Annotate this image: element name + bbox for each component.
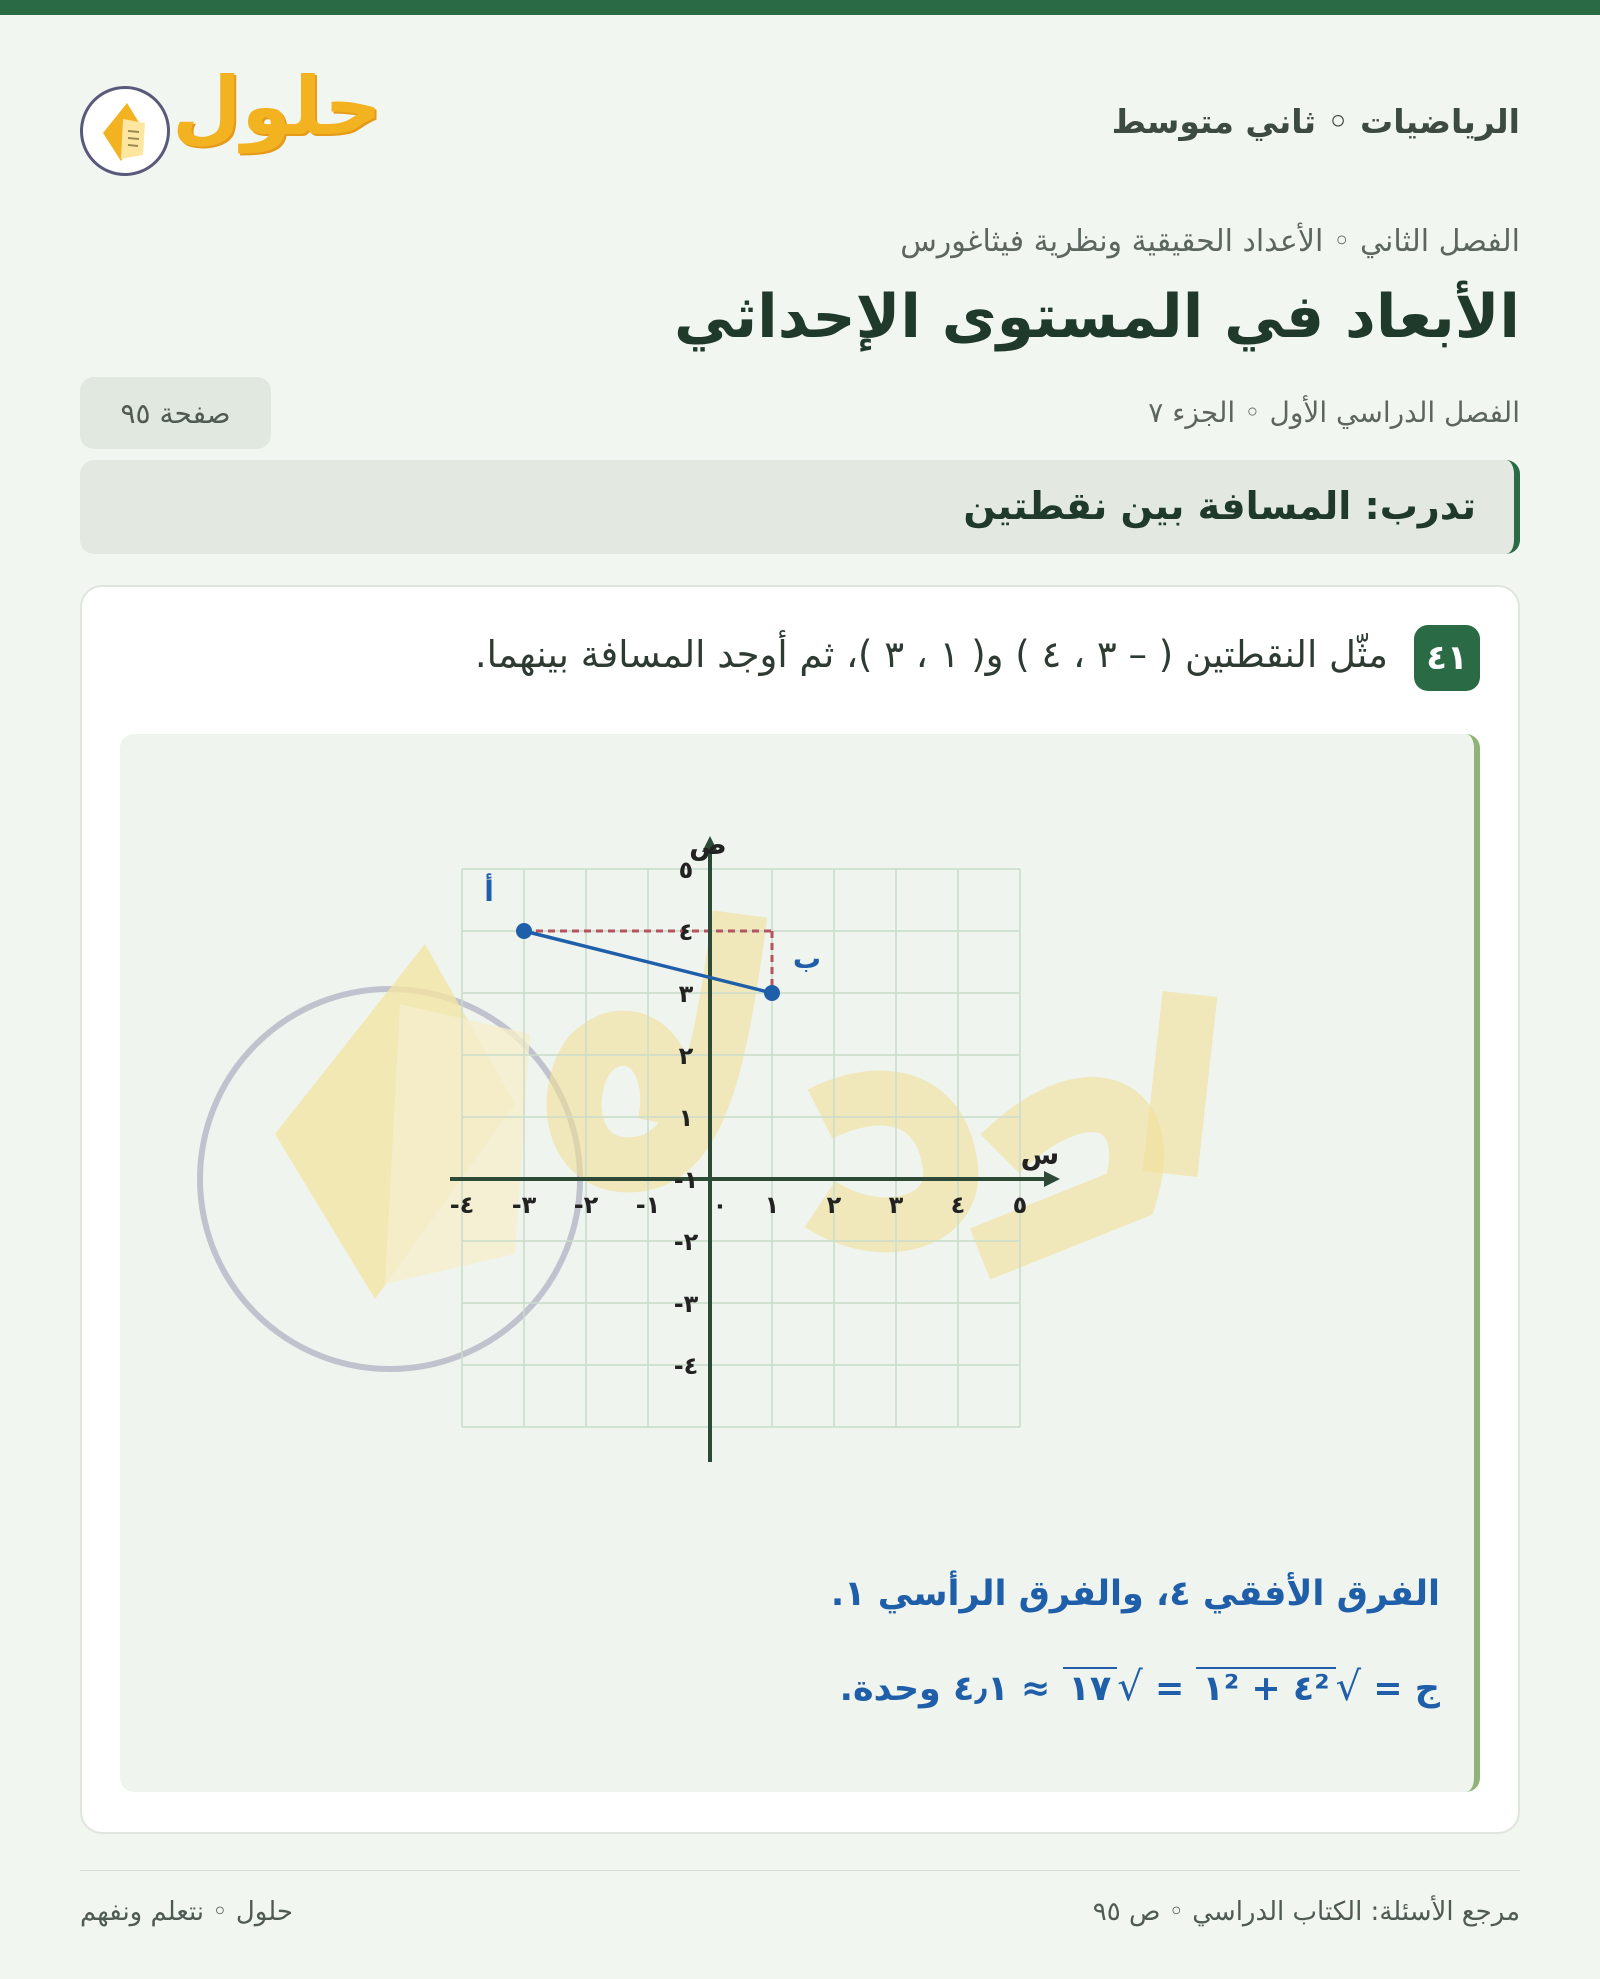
y-tick-label: -١ [673, 1166, 699, 1194]
solution-line-1: الفرق الأفقي ٤، والفرق الرأسي ١. [830, 1574, 1440, 1614]
x-tick-label: ٠ [712, 1191, 728, 1219]
point-marker [516, 923, 532, 939]
footer-brand: حلول ◦ نتعلم ونفهم [80, 1897, 293, 1927]
question-text: مثّل النقطتين ( – ٣ ، ٤ ) و( ١ ، ٣ )، ثم أوجد المسافة بينهما. [474, 633, 1388, 676]
x-tick-label: -٢ [573, 1191, 599, 1219]
x-tick-label: ٥ [1012, 1191, 1028, 1219]
chapter-breadcrumb: الفصل الثاني ◦ الأعداد الحقيقية ونظرية فيثاغورس [900, 224, 1520, 259]
sqrt-icon-2: √ [1117, 1664, 1143, 1710]
question-card [80, 585, 1520, 1834]
term-label: الفصل الدراسي الأول ◦ الجزء ٧ [1148, 396, 1520, 429]
footer-divider [80, 1870, 1520, 1871]
top-accent-bar [0, 0, 1600, 15]
radicand-seventeen: ١٧ [1063, 1667, 1118, 1709]
y-tick-labels [674, 856, 699, 1380]
question-number-badge: ٤١ [1414, 625, 1480, 691]
y-tick-label: ٣ [678, 980, 694, 1008]
equals-sign: = [1373, 1669, 1403, 1709]
book-icon [80, 86, 170, 176]
footer-reference: مرجع الأسئلة: الكتاب الدراسي ◦ ص ٩٥ [1092, 1897, 1520, 1927]
equals-sign-2: = [1154, 1669, 1185, 1709]
y-tick-label: -٤ [673, 1352, 699, 1380]
section-title: تدرب: المسافة بين نقطتين [963, 484, 1476, 528]
coordinate-graph [450, 834, 1100, 1474]
x-tick-label: -١ [635, 1191, 661, 1219]
y-tick-label: ٥ [678, 856, 694, 884]
y-tick-label: -٣ [673, 1290, 699, 1318]
y-tick-label: ٢ [678, 1042, 694, 1070]
y-axis-label: ص [689, 834, 727, 861]
x-tick-label: ٢ [826, 1191, 842, 1219]
page-header [80, 60, 1520, 180]
x-axis-arrow-icon [1044, 1171, 1060, 1187]
point-marker [764, 985, 780, 1001]
approx-result: ≈ ٤٫١ وحدة. [839, 1669, 1051, 1709]
x-tick-label: ٤ [950, 1191, 966, 1219]
x-tick-label: -٤ [450, 1191, 475, 1219]
section-header [80, 460, 1520, 554]
y-tick-label: ٤ [678, 918, 694, 946]
solution-line-2 [840, 1664, 1440, 1710]
y-tick-label: -٢ [673, 1228, 699, 1256]
x-tick-labels [450, 1191, 1027, 1219]
subject-label: الرياضيات ◦ ثاني متوسط [1111, 102, 1520, 141]
point-label: ب [792, 942, 822, 975]
x-tick-label: ٣ [888, 1191, 904, 1219]
page-title: الأبعاد في المستوى الإحداثي [673, 282, 1520, 352]
x-tick-label: ١ [764, 1191, 780, 1219]
x-tick-label: -٣ [511, 1191, 537, 1219]
sqrt-icon: √ [1335, 1664, 1362, 1710]
radicand-squares: ٤² + ١² [1196, 1667, 1335, 1709]
hulul-logo [80, 60, 382, 180]
distance-symbol: ج [1414, 1669, 1440, 1709]
point-label: أ [484, 875, 494, 908]
y-tick-label: ١ [678, 1104, 694, 1132]
answer-panel [120, 734, 1480, 1792]
page-number-badge: صفحة ٩٥ [80, 377, 271, 449]
grid [462, 869, 1020, 1427]
logo-text: حلول [172, 60, 382, 153]
x-axis-label: س [1020, 1138, 1060, 1171]
